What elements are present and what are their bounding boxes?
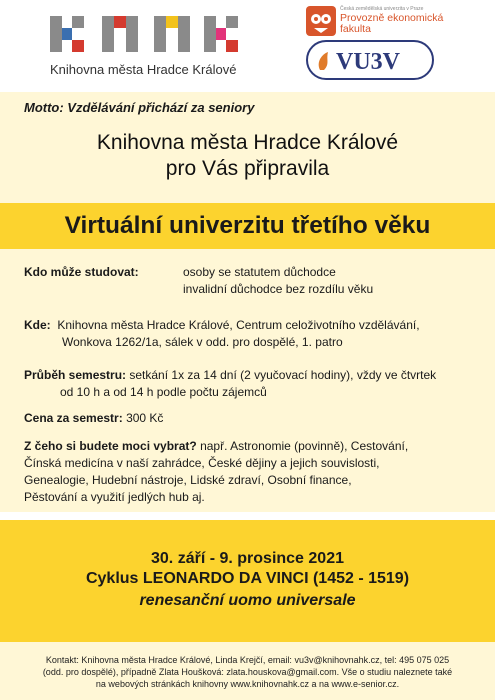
cena-block <box>24 410 163 427</box>
vu3v-logo-text: VU3V <box>336 49 400 75</box>
motto: Motto: Vzdělávání přichází za seniory <box>24 100 255 115</box>
course-band <box>0 520 495 642</box>
course-subtitle: renesanční uomo universale <box>139 592 356 609</box>
cena-value: 300 Kč <box>126 411 164 425</box>
title-band <box>0 203 495 249</box>
kdo-label: Kdo může studovat: <box>24 265 139 279</box>
kmhk-logo <box>50 16 246 52</box>
pef-university: Česká zemědělská univerzita v Praze <box>340 6 424 12</box>
course-dates: 30. září - 9. prosince 2021 <box>151 550 344 567</box>
header <box>0 0 495 92</box>
library-name: Knihovna města Hradce Králové <box>50 62 237 77</box>
vu3v-logo <box>306 40 434 80</box>
intro <box>0 130 495 182</box>
prubeh-label: Průběh semestru: <box>24 368 127 382</box>
pef-name: Provozně ekonomická fakulta <box>340 12 444 35</box>
cena-label: Cena za semestr: <box>24 411 123 425</box>
kde-label: Kde: <box>24 318 51 332</box>
footer-contact: Kontakt: Knihovna města Hradce Králové, Linda Krejčí, email: vu3v@knihovnahk.cz, tel: 495 075 025 (odd. pro dospělé), případně Zlata Houšková: zlata.houskova@gmail.com. Vše o studiu naleznete také na webových stránkách knihovny www.knihovnahk.cz a na www.e-senior.cz. <box>0 642 495 700</box>
prubeh-block: Průběh semestru: setkání 1x za 14 dní (2 vyučovací hodiny), vždy ve čtvrtek od 10 h a od 14 h podle počtu zájemců <box>24 368 437 399</box>
course-cycle: Cyklus LEONARDO DA VINCI (1452 - 1519) <box>85 570 410 587</box>
main-section <box>0 92 495 512</box>
page-title: Virtuální univerzitu třetího věku <box>64 212 431 239</box>
intro-line-1: Knihovna města Hradce Králové <box>96 131 399 154</box>
kde-block: Kde: Knihovna města Hradce Králové, Centrum celoživotního vzdělávání, Wonkova 1262/1a, sálek v odd. pro dospělé, 1. patro <box>24 318 420 349</box>
zceho-label: Z čeho si budete moci vybrat? <box>24 439 197 453</box>
zceho-block: Z čeho si budete moci vybrat? např. Astronomie (povinně), Cestování, Čínská medicína v naší zahrádce, České dějiny a jejich souvislosti, Genealogie, Hudební nástroje, Lidské zdraví, Osobní finance, Pěstování a využití jedlých hub aj. <box>24 439 409 504</box>
pef-owl-icon <box>306 6 336 36</box>
intro-line-2: pro Vás připravila <box>165 157 330 180</box>
kdo-value: osoby se statutem důchodce invalidní důchodce bez rozdílu věku <box>183 265 374 296</box>
